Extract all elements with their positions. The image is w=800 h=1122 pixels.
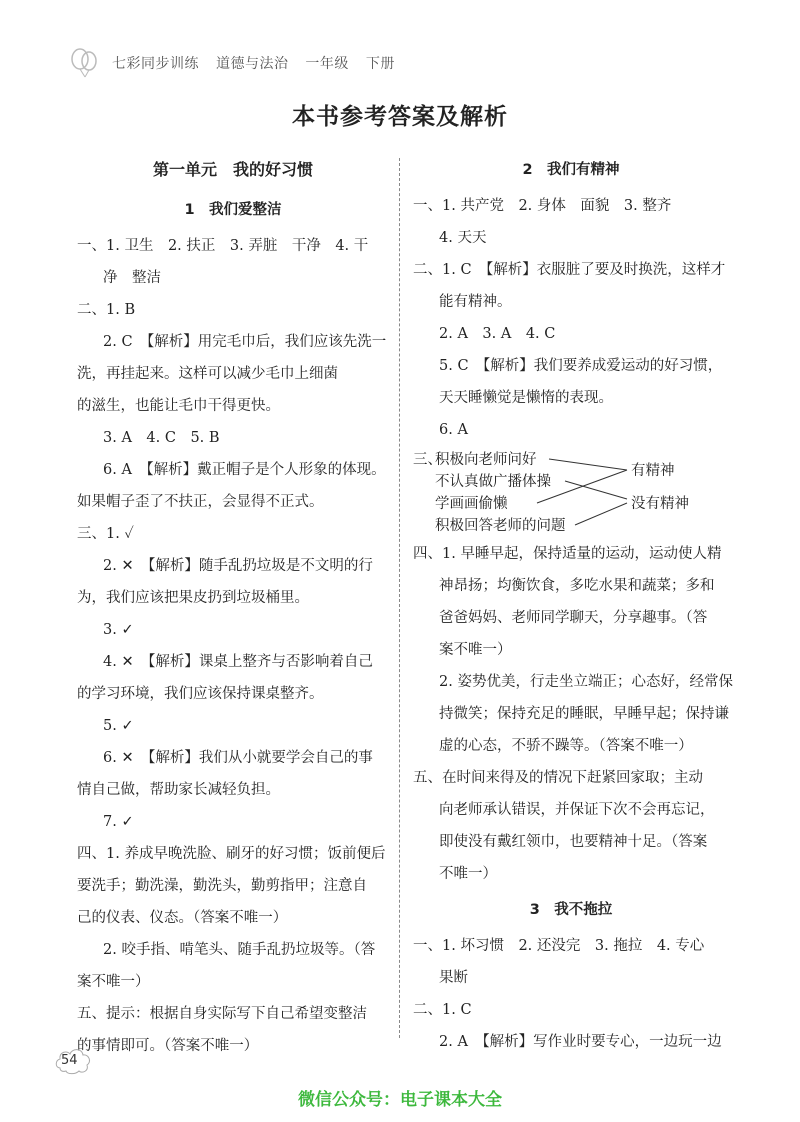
answer-line: 6. A 【解析】戴正帽子是个人形象的体现。: [103, 462, 386, 478]
answer-line: 2. A 3. A 4. C: [439, 326, 556, 342]
answer-line: 虚的心态，不骄不躁等。（答案不唯一）: [439, 738, 693, 754]
lesson-1-title: 1 我们爱整洁: [184, 202, 282, 218]
match-line: [575, 503, 627, 525]
header-subject: 道德与法治: [215, 56, 289, 72]
page-number-badge: [54, 1044, 94, 1078]
match-line: [537, 470, 627, 503]
answer-line: 爸爸妈妈、老师同学聊天，分享趣事。（答: [439, 610, 708, 626]
matching-prefix: 三、: [413, 452, 442, 468]
page-title: 本书参考答案及解析: [292, 104, 508, 130]
answer-line: 的滋生，也能让毛巾干得更快。: [77, 398, 280, 414]
answer-line: 情自己做，帮助家长减轻负担。: [77, 782, 280, 798]
answer-line: 6. ✕ 【解析】我们从小就要学会自己的事: [103, 750, 373, 766]
column-divider: [399, 158, 400, 1038]
match-left-item: 积极向老师问好: [435, 452, 537, 468]
answer-line: 洗，再挂起来。这样可以减少毛巾上细菌: [77, 366, 338, 382]
answer-line: 6. A: [439, 422, 468, 438]
left-column: [77, 150, 389, 1062]
match-line: [565, 481, 627, 499]
answer-line: 持微笑；保持充足的睡眠，早睡早起；保持谦: [439, 706, 729, 722]
header-series: 七彩同步训练: [112, 56, 199, 72]
answer-line: 不唯一）: [439, 866, 497, 882]
match-left-item: 学画画偷懒: [435, 496, 508, 512]
answer-line: 向老师承认错误，并保证下次不会再忘记，: [439, 802, 715, 818]
answer-line: 的事情即可。（答案不唯一）: [77, 1038, 259, 1054]
answer-line: 五、在时间来得及的情况下赶紧回家取；主动: [413, 770, 703, 786]
answer-line: 5. ✓: [103, 718, 134, 734]
answer-line: 2. A 【解析】写作业时要专心，一边玩一边: [439, 1034, 722, 1050]
answer-line: 7. ✓: [103, 814, 134, 830]
answer-line: 一、1. 共产党 2. 身体 面貌 3. 整齐: [413, 198, 672, 214]
match-left-item: 积极回答老师的问题: [435, 518, 566, 534]
page-header: [68, 48, 407, 78]
answer-line: 2. ✕ 【解析】随手乱扔垃圾是不文明的行: [103, 558, 373, 574]
lesson-3-title: 3 我不拖拉: [529, 902, 613, 918]
answer-line: 即使没有戴红领巾，也要精神十足。（答案: [439, 834, 708, 850]
page-number: 54: [61, 1053, 78, 1068]
answer-line: 案不唯一）: [77, 974, 150, 990]
answer-line: 四、1. 早睡早起，保持适量的运动，运动使人精: [413, 546, 722, 562]
answer-line: 三、1. ✓: [77, 526, 134, 542]
answer-line: 二、1. C: [413, 1002, 472, 1018]
match-line: [549, 459, 627, 470]
answer-line: 四、1. 养成早晚洗脸、刷牙的好习惯；饭前便后: [77, 846, 386, 862]
answer-line: 能有精神。: [439, 294, 512, 310]
answer-line: 2. 咬手指、啃笔头、随手乱扔垃圾等。（答: [103, 942, 376, 958]
header-text: [112, 53, 407, 73]
answer-line: 二、1. B: [77, 302, 136, 318]
right-column: [413, 150, 733, 1058]
answer-line: 一、1. 卫生 2. 扶正 3. 弄脏 干净 4. 干: [77, 238, 369, 254]
answer-line: 如果帽子歪了不扶正，会显得不正式。: [77, 494, 324, 510]
answer-line: 二、1. C 【解析】衣服脏了要及时换洗，这样才: [413, 262, 726, 278]
answer-line: 一、1. 坏习惯 2. 还没完 3. 拖拉 4. 专心: [413, 938, 705, 954]
answer-line: 己的仪表、仪态。（答案不唯一）: [77, 910, 288, 926]
answer-line: 3. ✓: [103, 622, 134, 638]
unit-title: 第一单元 我的好习惯: [152, 160, 313, 179]
answer-line: 天天睡懒觉是懒惰的表现。: [439, 390, 613, 406]
answer-line: 2. 姿势优美，行走坐立端正；心态好，经常保: [439, 674, 733, 690]
lesson-2-title: 2 我们有精神: [522, 162, 620, 178]
answer-line: 2. C 【解析】用完毛巾后，我们应该先洗一: [103, 334, 387, 350]
answer-line: 五、提示：根据自身实际写下自己希望变整洁: [77, 1006, 367, 1022]
answer-line: 要洗手；勤洗澡，勤洗头，勤剪指甲；注意自: [77, 878, 367, 894]
match-left-item: 不认真做广播体操: [435, 474, 551, 490]
answer-line: 3. A 4. C 5. B: [103, 430, 220, 446]
watermark: 微信公众号：电子课本大全: [298, 1090, 502, 1110]
answer-line: 净 整洁: [103, 270, 161, 286]
balloon-logo-icon: [68, 48, 102, 78]
matching-answer: [413, 446, 729, 538]
answer-line: 神昂扬；均衡饮食，多吃水果和蔬菜；多和: [439, 578, 715, 594]
match-right-item: 没有精神: [631, 496, 689, 512]
answer-line: 4. ✕ 【解析】课桌上整齐与否影响着自己: [103, 654, 373, 670]
answer-line: 为，我们应该把果皮扔到垃圾桶里。: [77, 590, 309, 606]
header-grade: 一年级: [305, 56, 349, 72]
header-volume: 下册: [365, 56, 395, 72]
matching-lines: [413, 446, 729, 538]
answer-line: 的学习环境，我们应该保持课桌整齐。: [77, 686, 324, 702]
match-right-item: 有精神: [631, 463, 675, 479]
answer-line: 5. C 【解析】我们要养成爱运动的好习惯，: [439, 358, 723, 374]
answer-line: 案不唯一）: [439, 642, 512, 658]
answer-line: 4. 天天: [439, 230, 487, 246]
answer-line: 果断: [439, 970, 468, 986]
